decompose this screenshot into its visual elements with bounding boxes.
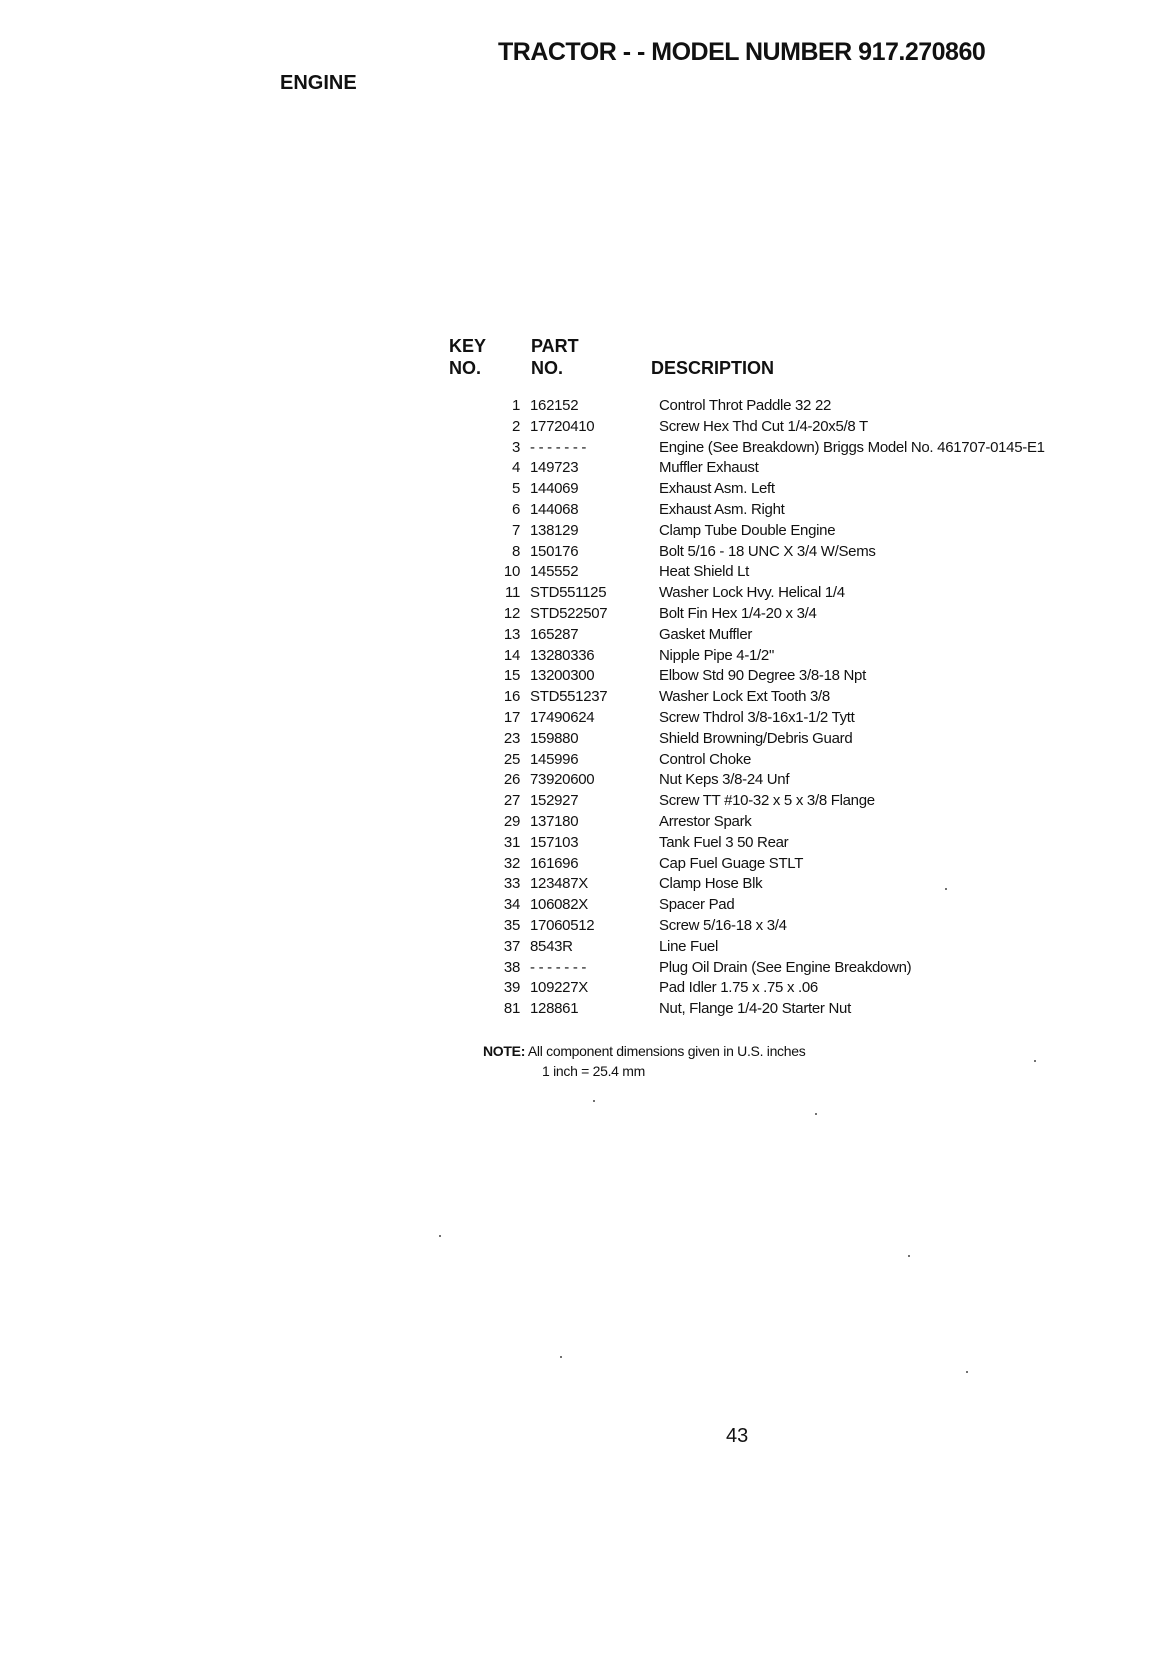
part-no-cell: 17060512 xyxy=(530,916,595,934)
part-no-cell: 137180 xyxy=(530,812,579,830)
scan-speck xyxy=(593,1100,595,1102)
description-cell: Screw 5/16-18 x 3/4 xyxy=(659,916,787,934)
page-title: TRACTOR - - MODEL NUMBER 917.270860 xyxy=(498,38,986,66)
part-no-cell: 145552 xyxy=(530,563,579,581)
description-cell: Pad Idler 1.75 x .75 x .06 xyxy=(659,979,818,997)
key-no-cell: 10 xyxy=(503,563,520,581)
key-no-cell: 33 xyxy=(503,875,520,893)
description-cell: Exhaust Asm. Right xyxy=(659,500,785,518)
part-no-cell: 150176 xyxy=(530,542,579,560)
table-row xyxy=(480,812,1045,833)
description-cell: Bolt 5/16 - 18 UNC X 3/4 W/Sems xyxy=(659,542,876,560)
key-no-cell: 13 xyxy=(503,625,520,643)
part-no-cell: 109227X xyxy=(530,979,588,997)
table-row xyxy=(480,874,1045,895)
part-no-cell: STD522507 xyxy=(530,604,608,622)
part-no-cell: 73920600 xyxy=(530,771,595,789)
note-label: NOTE: xyxy=(483,1043,526,1059)
description-cell: Plug Oil Drain (See Engine Breakdown) xyxy=(659,958,912,976)
table-row xyxy=(480,958,1045,979)
table-row xyxy=(480,646,1045,667)
note-conversion: 1 inch = 25.4 mm xyxy=(542,1063,645,1079)
key-no-header-line1: KEY xyxy=(449,336,487,356)
key-no-cell: 14 xyxy=(503,646,520,664)
part-no-cell: - - - - - - - xyxy=(530,958,587,976)
scan-speck xyxy=(908,1255,910,1257)
description-cell: Screw TT #10-32 x 5 x 3/8 Flange xyxy=(659,792,875,810)
part-no-cell: 128861 xyxy=(530,1000,579,1018)
key-no-cell: 39 xyxy=(503,979,520,997)
part-no-cell: 13200300 xyxy=(530,667,595,685)
table-row xyxy=(480,708,1045,729)
description-cell: Engine (See Breakdown) Briggs Model No. 461707-0145-E1 xyxy=(659,438,1045,456)
part-no-cell: 138129 xyxy=(530,521,579,539)
table-row xyxy=(480,978,1045,999)
description-cell: Washer Lock Ext Tooth 3/8 xyxy=(659,688,830,706)
part-no-cell: 17720410 xyxy=(530,417,595,435)
key-no-cell: 38 xyxy=(503,958,520,976)
part-no-cell: 161696 xyxy=(530,854,579,872)
note-line-1 xyxy=(483,1041,805,1061)
description-cell: Bolt Fin Hex 1/4-20 x 3/4 xyxy=(659,604,817,622)
table-row xyxy=(480,791,1045,812)
table-row xyxy=(480,937,1045,958)
scan-speck xyxy=(439,1235,441,1237)
description-cell: Tank Fuel 3 50 Rear xyxy=(659,833,789,851)
key-no-cell: 2 xyxy=(511,417,520,435)
description-cell: Line Fuel xyxy=(659,937,719,955)
section-title: ENGINE xyxy=(280,72,357,94)
part-no-cell: 149723 xyxy=(530,459,579,477)
part-no-cell: 157103 xyxy=(530,833,579,851)
key-no-cell: 29 xyxy=(503,812,520,830)
key-no-cell: 25 xyxy=(503,750,520,768)
table-row xyxy=(480,999,1045,1020)
dimensions-note xyxy=(483,1041,805,1081)
table-row xyxy=(480,687,1045,708)
key-no-cell: 7 xyxy=(511,521,520,539)
description-cell: Nut Keps 3/8-24 Unf xyxy=(659,771,790,789)
key-no-cell: 26 xyxy=(503,771,520,789)
parts-table xyxy=(480,396,1045,1020)
table-row xyxy=(480,583,1045,604)
part-no-cell: 123487X xyxy=(530,875,588,893)
key-no-cell: 3 xyxy=(511,438,520,456)
part-no-cell: 17490624 xyxy=(530,708,595,726)
part-no-cell: 13280336 xyxy=(530,646,595,664)
key-no-cell: 11 xyxy=(505,584,520,602)
scan-speck xyxy=(945,888,947,890)
part-no-cell: STD551125 xyxy=(530,584,607,602)
table-row xyxy=(480,458,1045,479)
scan-speck xyxy=(560,1356,562,1358)
part-no-cell: 165287 xyxy=(530,625,579,643)
note-text: All component dimensions given in U.S. inches xyxy=(527,1043,806,1059)
key-no-cell: 12 xyxy=(503,604,520,622)
part-no-cell: 159880 xyxy=(530,729,579,747)
table-row xyxy=(480,916,1045,937)
description-cell: Cap Fuel Guage STLT xyxy=(659,854,804,872)
description-cell: Control Throt Paddle 32 22 xyxy=(659,397,832,414)
description-cell: Elbow Std 90 Degree 3/8-18 Npt xyxy=(659,667,866,685)
table-row xyxy=(480,604,1045,625)
table-row xyxy=(480,625,1045,646)
table-row xyxy=(480,500,1045,521)
parts-table-body xyxy=(480,396,1045,1020)
part-no-cell: STD551237 xyxy=(530,688,608,706)
description-cell: Washer Lock Hvy. Helical 1/4 xyxy=(659,584,845,602)
key-no-cell: 4 xyxy=(511,459,520,477)
table-row xyxy=(480,854,1045,875)
description-cell: Shield Browning/Debris Guard xyxy=(659,729,853,747)
table-row xyxy=(480,521,1045,542)
table-row xyxy=(480,895,1045,916)
description-header: DESCRIPTION xyxy=(651,358,775,378)
scan-speck xyxy=(815,1113,817,1115)
part-no-header-line2: NO. xyxy=(531,358,564,378)
key-no-cell: 5 xyxy=(511,480,520,498)
table-row xyxy=(480,666,1045,687)
part-no-header-line1: PART xyxy=(531,336,579,356)
description-cell: Screw Thdrol 3/8-16x1-1/2 Tytt xyxy=(659,708,855,726)
key-no-cell: 27 xyxy=(503,792,520,810)
part-no-cell: 162152 xyxy=(530,397,579,414)
description-cell: Heat Shield Lt xyxy=(659,563,750,581)
page-number: 43 xyxy=(726,1425,749,1447)
part-no-cell: 8543R xyxy=(530,937,573,955)
description-cell: Spacer Pad xyxy=(659,896,735,914)
key-no-cell: 6 xyxy=(511,500,520,518)
part-no-cell: 144068 xyxy=(530,500,579,518)
description-cell: Control Choke xyxy=(659,750,751,768)
table-row xyxy=(480,562,1045,583)
table-row xyxy=(480,729,1045,750)
key-no-cell: 31 xyxy=(503,833,520,851)
description-cell: Gasket Muffler xyxy=(659,625,753,643)
part-no-cell: 145996 xyxy=(530,750,579,768)
description-cell: Clamp Tube Double Engine xyxy=(659,521,836,539)
part-no-cell: 106082X xyxy=(530,896,588,914)
table-row xyxy=(480,750,1045,771)
table-row xyxy=(480,542,1045,563)
key-no-cell: 16 xyxy=(503,688,520,706)
table-row xyxy=(480,833,1045,854)
description-cell: Arrestor Spark xyxy=(659,812,752,830)
key-no-cell: 34 xyxy=(503,896,520,914)
description-cell: Nut, Flange 1/4-20 Starter Nut xyxy=(659,1000,851,1018)
description-cell: Exhaust Asm. Left xyxy=(659,480,775,498)
description-cell: Clamp Hose Blk xyxy=(659,875,763,893)
table-row xyxy=(480,770,1045,791)
key-no-header-line2: NO. xyxy=(449,358,482,378)
key-no-cell: 35 xyxy=(503,916,520,934)
part-no-cell: - - - - - - - xyxy=(530,438,587,456)
scan-speck xyxy=(966,1371,968,1373)
key-no-cell: 17 xyxy=(503,708,520,726)
key-no-cell: 1 xyxy=(511,397,520,414)
key-no-cell: 15 xyxy=(503,667,520,685)
table-row xyxy=(480,479,1045,500)
key-no-cell: 8 xyxy=(511,542,520,560)
description-cell: Screw Hex Thd Cut 1/4-20x5/8 T xyxy=(659,417,868,435)
table-row xyxy=(480,396,1045,417)
table-row xyxy=(480,417,1045,438)
key-no-cell: 32 xyxy=(503,854,520,872)
scan-speck xyxy=(1034,1060,1036,1062)
key-no-cell: 23 xyxy=(503,729,520,747)
description-cell: Muffler Exhaust xyxy=(659,459,759,477)
part-no-cell: 144069 xyxy=(530,480,579,498)
table-row xyxy=(480,438,1045,459)
part-no-cell: 152927 xyxy=(530,792,579,810)
description-cell: Nipple Pipe 4-1/2" xyxy=(659,646,774,664)
key-no-cell: 37 xyxy=(503,937,520,955)
key-no-cell: 81 xyxy=(503,1000,520,1018)
